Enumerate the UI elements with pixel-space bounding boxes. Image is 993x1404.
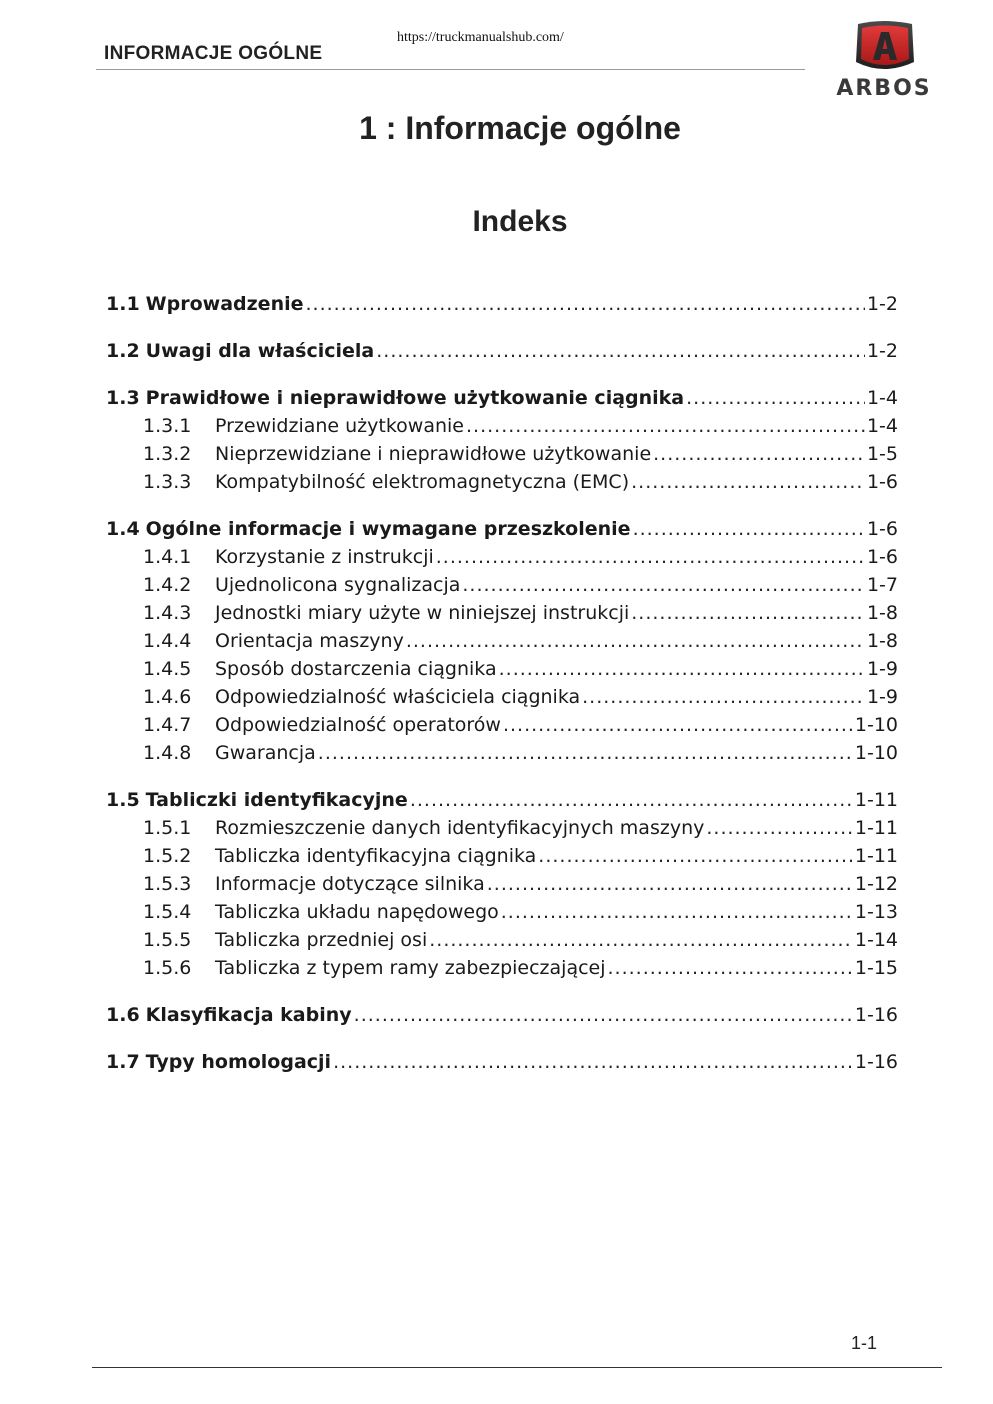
toc-entry-number: 1.5.4 [143, 901, 192, 923]
toc-entry[interactable] [106, 898, 898, 926]
toc-entry[interactable] [106, 1048, 898, 1076]
toc-dot-leader [499, 655, 865, 683]
toc-entry-title: Uwagi dla właściciela [145, 340, 375, 362]
toc-entry-title: Tabliczka z typem ramy zabezpieczającej [215, 957, 606, 979]
toc-entry-page: 1-6 [866, 471, 898, 493]
toc-dot-leader [608, 954, 853, 982]
toc-entry-page: 1-15 [854, 957, 898, 979]
toc-dot-leader [538, 842, 853, 870]
toc-entry-number: 1.4.2 [143, 574, 192, 596]
toc-entry-page: 1-16 [854, 1051, 898, 1073]
toc-entry-page: 1-12 [854, 873, 898, 895]
toc-dot-leader [462, 571, 865, 599]
toc-entry-number: 1.4.7 [143, 714, 192, 736]
toc-entry-page: 1-8 [866, 602, 898, 624]
toc-entry[interactable] [106, 337, 898, 365]
toc-dot-leader [653, 440, 865, 468]
toc-dot-leader [333, 1048, 853, 1076]
toc-entry-number: 1.5.5 [143, 929, 192, 951]
toc-entry[interactable] [106, 1001, 898, 1029]
toc-entry-title: Jednostki miary użyte w niniejszej instrukcji [215, 602, 630, 624]
toc-entry[interactable] [106, 814, 898, 842]
toc-entry-page: 1-4 [866, 415, 898, 437]
toc-entry[interactable] [106, 627, 898, 655]
toc-entry-number: 1.4.8 [143, 742, 192, 764]
toc-entry-number: 1.3 [106, 387, 140, 409]
toc-entry-number: 1.5.6 [143, 957, 192, 979]
toc-entry-page: 1-11 [854, 817, 898, 839]
toc-entry-title: Korzystanie z instrukcji [215, 546, 434, 568]
toc-entry-title: Sposób dostarczenia ciągnika [215, 658, 497, 680]
toc-dot-leader [306, 290, 865, 318]
toc-entry[interactable] [106, 842, 898, 870]
toc-entry-number: 1.1 [106, 293, 140, 315]
toc-entry-page: 1-6 [866, 546, 898, 568]
toc-entry-title: Kompatybilność elektromagnetyczna (EMC) [215, 471, 630, 493]
toc-entry[interactable] [106, 468, 898, 496]
toc-entry[interactable] [106, 515, 898, 543]
toc-entry[interactable] [106, 543, 898, 571]
toc-dot-leader [406, 627, 865, 655]
toc-entry[interactable] [106, 683, 898, 711]
toc-entry-page: 1-11 [854, 789, 898, 811]
toc-dot-leader [429, 926, 853, 954]
toc-entry-number: 1.5.2 [143, 845, 192, 867]
page-number: 1-1 [851, 1333, 878, 1353]
toc-entry[interactable] [106, 384, 898, 412]
toc-entry[interactable] [106, 599, 898, 627]
toc-entry-page: 1-14 [854, 929, 898, 951]
toc-entry-title: Typy homologacji [145, 1051, 332, 1073]
toc-entry-number: 1.5 [106, 789, 140, 811]
toc-entry-title: Nieprzewidziane i nieprawidłowe użytkowanie [215, 443, 652, 465]
toc-entry-number: 1.4.6 [143, 686, 192, 708]
toc-entry-title: Tabliczki identyfikacyjne [145, 789, 408, 811]
toc-entry-title: Prawidłowe i nieprawidłowe użytkowanie ciągnika [145, 387, 685, 409]
toc-entry-page: 1-8 [866, 630, 898, 652]
toc-entry[interactable] [106, 571, 898, 599]
toc-entry-number: 1.4 [106, 518, 140, 540]
toc-entry[interactable] [106, 440, 898, 468]
toc-entry[interactable] [106, 954, 898, 982]
running-header-section: INFORMACJE OGÓLNE [104, 43, 323, 64]
toc-entry-page: 1-10 [854, 714, 898, 736]
table-of-contents [106, 290, 898, 1076]
toc-dot-leader [410, 786, 853, 814]
toc-entry-title: Przewidziane użytkowanie [215, 415, 464, 437]
toc-entry[interactable] [106, 739, 898, 767]
toc-entry-number: 1.5.1 [143, 817, 192, 839]
toc-dot-leader [706, 814, 853, 842]
toc-entry[interactable] [106, 290, 898, 318]
toc-dot-leader [501, 898, 853, 926]
toc-entry[interactable] [106, 655, 898, 683]
toc-entry-page: 1-6 [866, 518, 898, 540]
toc-dot-leader [376, 337, 865, 365]
toc-entry-title: Odpowiedzialność operatorów [215, 714, 501, 736]
toc-entry-page: 1-4 [866, 387, 898, 409]
toc-entry-number: 1.7 [106, 1051, 140, 1073]
toc-dot-leader [318, 739, 853, 767]
toc-entry[interactable] [106, 711, 898, 739]
toc-entry-title: Tabliczka identyfikacyjna ciągnika [215, 845, 537, 867]
toc-entry-number: 1.2 [106, 340, 140, 362]
toc-entry[interactable] [106, 926, 898, 954]
toc-entry-number: 1.3.2 [143, 443, 192, 465]
footer-divider [92, 1367, 942, 1368]
chapter-title: 1 : Informacje ogólne [359, 110, 681, 146]
toc-dot-leader [686, 384, 865, 412]
toc-dot-leader [503, 711, 853, 739]
toc-entry-number: 1.5.3 [143, 873, 192, 895]
toc-entry-title: Informacje dotyczące silnika [215, 873, 485, 895]
toc-entry-page: 1-2 [866, 293, 898, 315]
toc-entry-title: Rozmieszczenie danych identyfikacyjnych maszyny [215, 817, 705, 839]
toc-entry-title: Wprowadzenie [145, 293, 304, 315]
toc-entry[interactable] [106, 786, 898, 814]
toc-entry[interactable] [106, 412, 898, 440]
toc-dot-leader [633, 515, 865, 543]
source-url[interactable]: https://truckmanualshub.com/ [397, 30, 564, 45]
toc-entry-page: 1-7 [866, 574, 898, 596]
toc-entry-page: 1-2 [866, 340, 898, 362]
toc-entry-number: 1.3.1 [143, 415, 192, 437]
toc-entry-title: Gwarancja [215, 742, 316, 764]
toc-entry[interactable] [106, 870, 898, 898]
header-divider [96, 69, 805, 70]
toc-entry-page: 1-11 [854, 845, 898, 867]
toc-entry-title: Ujednolicona sygnalizacja [215, 574, 461, 596]
toc-dot-leader [631, 599, 865, 627]
toc-entry-page: 1-10 [854, 742, 898, 764]
toc-entry-number: 1.4.5 [143, 658, 192, 680]
toc-entry-title: Tabliczka układu napędowego [215, 901, 499, 923]
arbos-logo [828, 18, 940, 102]
toc-entry-page: 1-5 [866, 443, 898, 465]
toc-entry-number: 1.4.1 [143, 546, 192, 568]
toc-entry-number: 1.3.3 [143, 471, 192, 493]
index-heading: Indeks [472, 205, 568, 238]
toc-dot-leader [631, 468, 865, 496]
toc-dot-leader [582, 683, 865, 711]
toc-entry-page: 1-16 [854, 1004, 898, 1026]
toc-entry-page: 1-9 [866, 658, 898, 680]
toc-entry-page: 1-13 [854, 901, 898, 923]
arbos-shield-icon [828, 18, 940, 78]
toc-entry-number: 1.6 [106, 1004, 140, 1026]
toc-dot-leader [436, 543, 865, 571]
toc-entry-title: Orientacja maszyny [215, 630, 404, 652]
toc-entry-title: Ogólne informacje i wymagane przeszkolenie [145, 518, 631, 540]
toc-entry-number: 1.4.3 [143, 602, 192, 624]
toc-entry-number: 1.4.4 [143, 630, 192, 652]
toc-entry-title: Odpowiedzialność właściciela ciągnika [215, 686, 581, 708]
toc-entry-title: Tabliczka przedniej osi [215, 929, 428, 951]
logo-wordmark: ARBOS [836, 76, 932, 101]
toc-entry-title: Klasyfikacja kabiny [145, 1004, 352, 1026]
toc-dot-leader [354, 1001, 853, 1029]
toc-dot-leader [487, 870, 853, 898]
toc-dot-leader [466, 412, 865, 440]
toc-entry-page: 1-9 [866, 686, 898, 708]
